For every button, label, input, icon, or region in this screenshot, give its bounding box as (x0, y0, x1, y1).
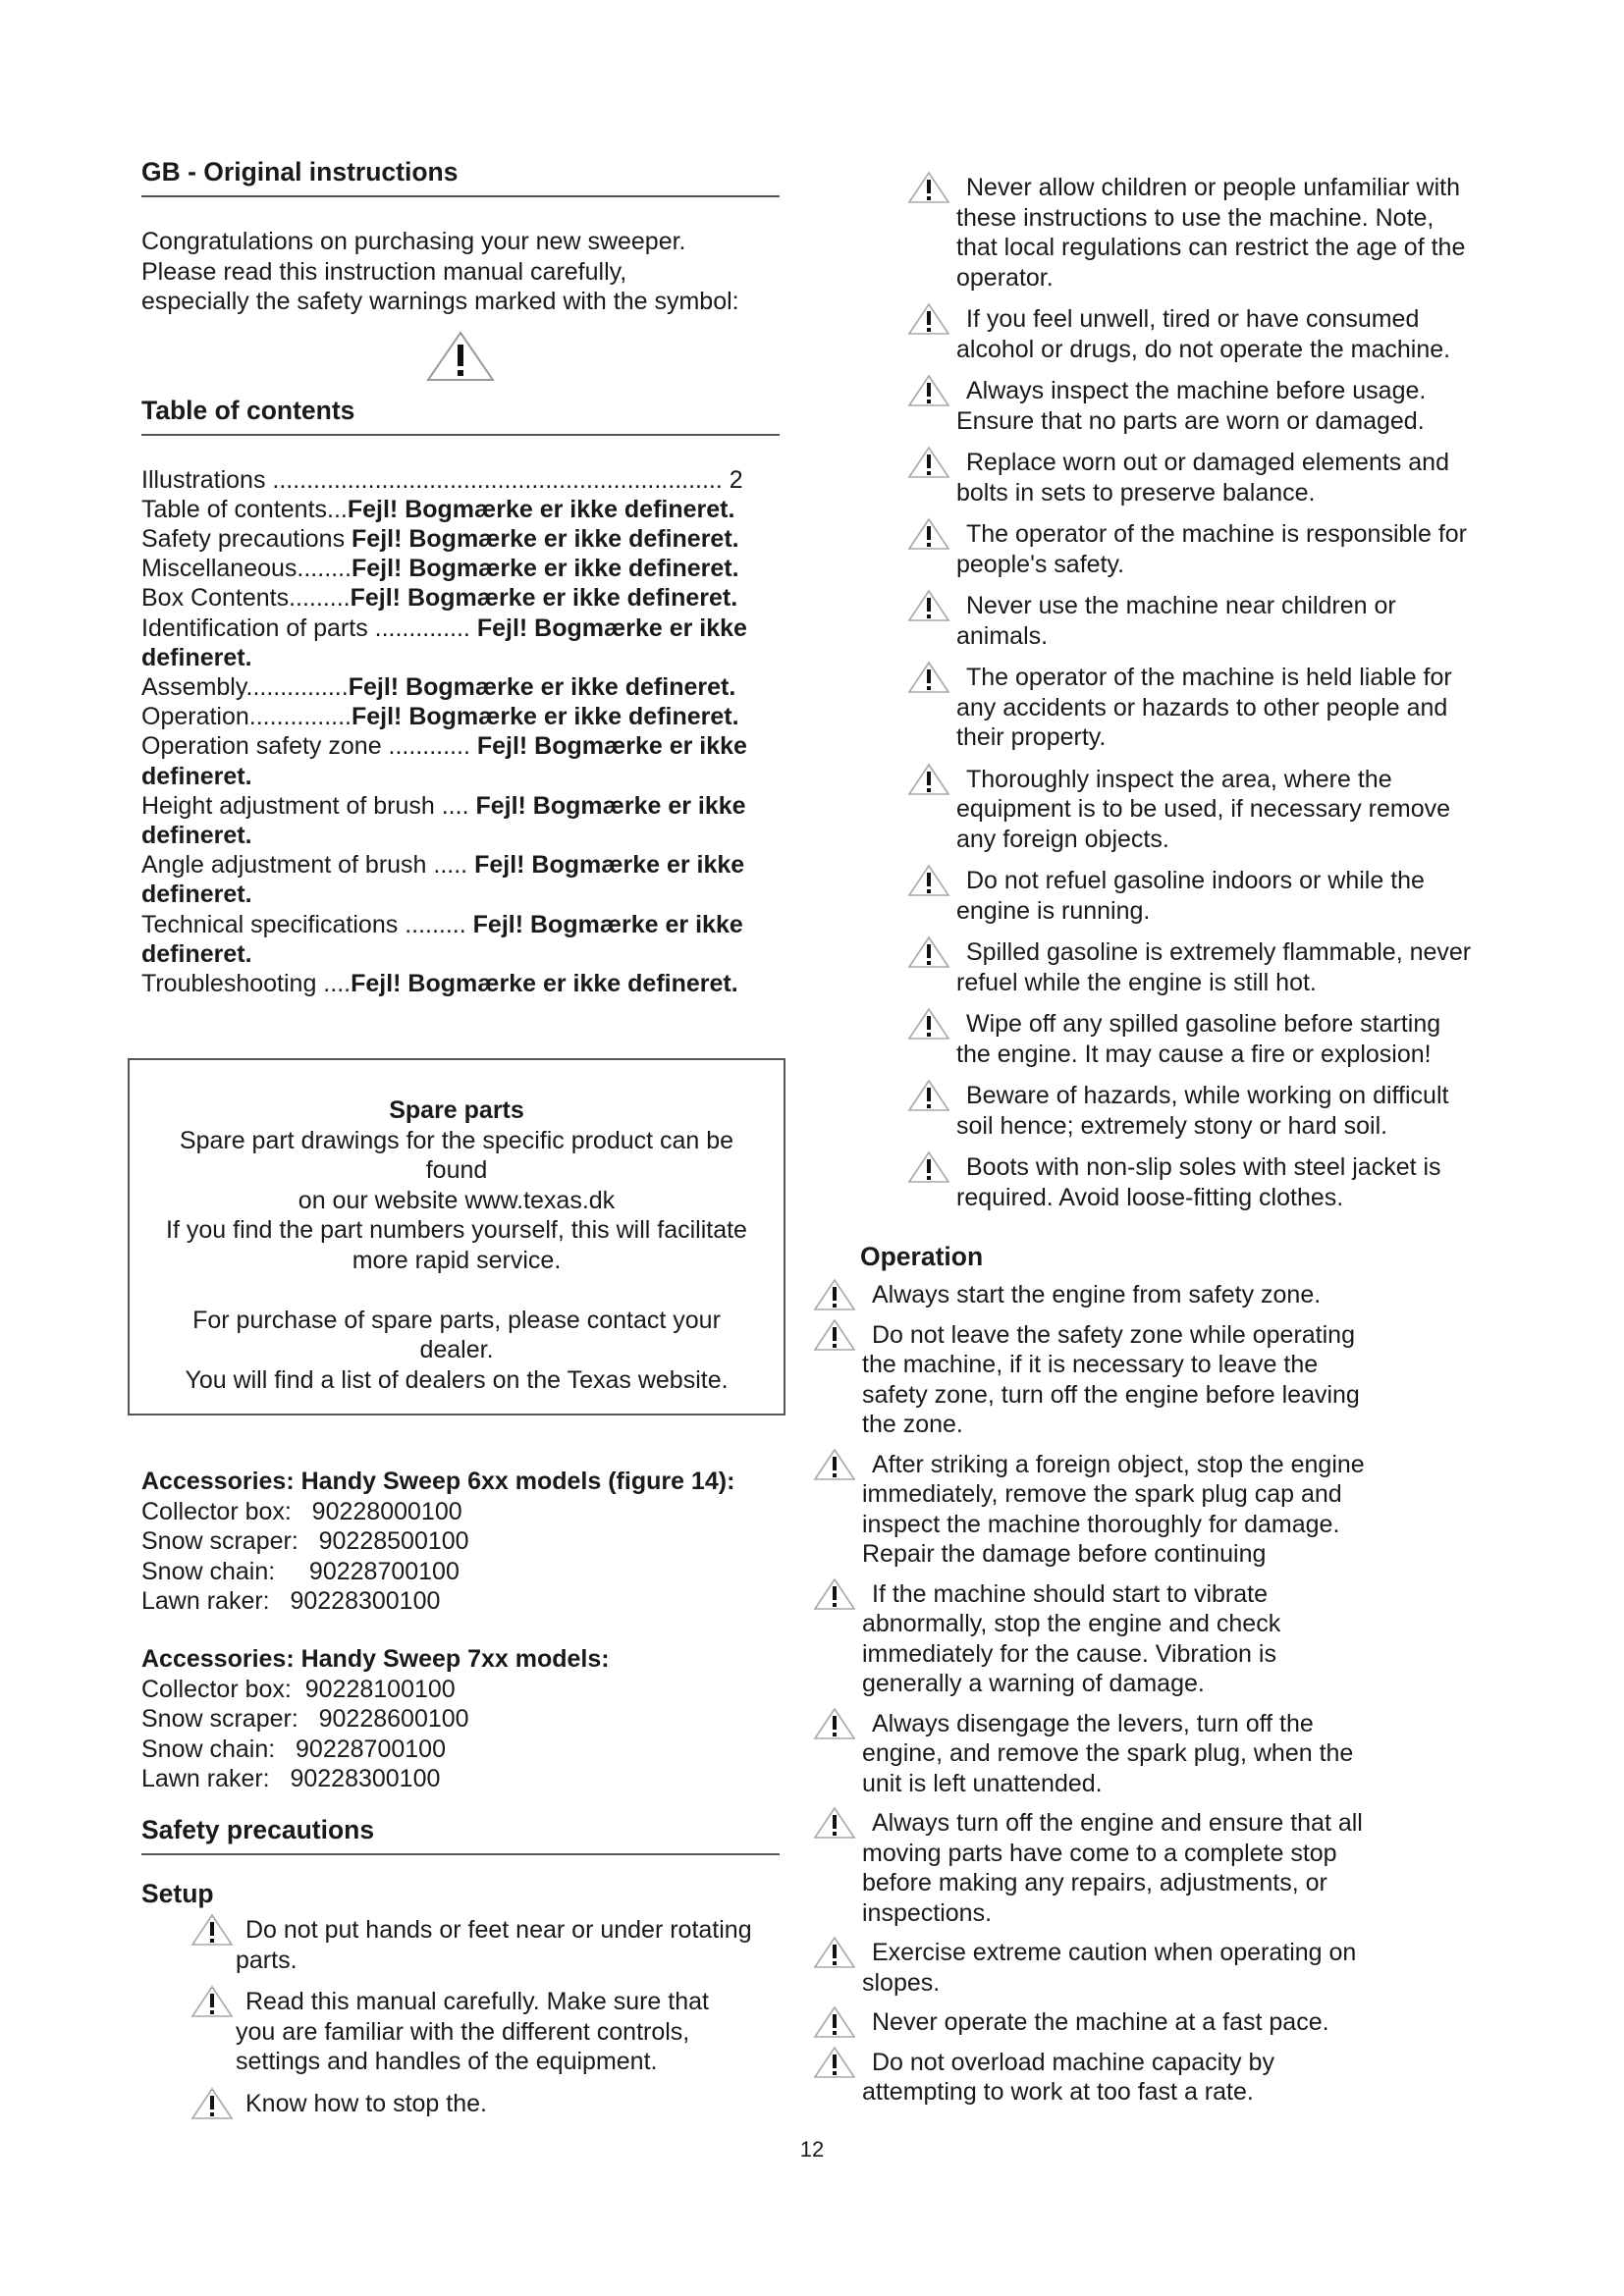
warning-line: Always turn off the engine and ensure that all (872, 1809, 1363, 1837)
toc-entry-label: Illustrations .................................................................. 2 (141, 465, 743, 494)
toc-entry-error: Fejl! Bogmærke er ikke (472, 910, 743, 938)
warning-line: engine is running. (956, 896, 1151, 925)
warning-triangle-icon (813, 2005, 856, 2039)
warning-line: the engine. It may cause a fire or explosion! (956, 1040, 1432, 1068)
warning-item (862, 591, 1510, 651)
toc-entry-error: Fejl! Bogmærke er ikke (476, 614, 747, 642)
warning-line: Know how to stop the. (245, 2089, 487, 2117)
warning-triangle-icon (813, 1806, 856, 1840)
toc-entry-label: Operation............... (141, 703, 352, 731)
accessories-6xx-title: Accessories: Handy Sweep 6xx models (figure 14): (141, 1468, 735, 1495)
warning-line: Wipe off any spilled gasoline before starting (966, 1010, 1441, 1038)
warning-triangle-icon (813, 1448, 856, 1481)
toc-entry-error: Fejl! Bogmærke er ikke (476, 732, 747, 761)
warning-line: Always disengage the levers, turn off the (872, 1709, 1314, 1737)
warning-item (862, 937, 1510, 997)
warning-line: attempting to work at too fast a rate. (862, 2078, 1254, 2106)
warning-item (862, 376, 1510, 436)
warning-line: Always inspect the machine before usage. (966, 377, 1427, 404)
warning-item (862, 519, 1510, 579)
toc-line (141, 850, 780, 880)
warning-line: If the machine should start to vibrate (872, 1579, 1268, 1608)
warning-triangle-icon (813, 1278, 856, 1311)
setup-heading: Setup (141, 1879, 214, 1908)
warning-line: Boots with non-slip soles with steel jacket is (966, 1153, 1441, 1181)
warning-item (862, 304, 1510, 364)
warning-item (236, 1987, 844, 2077)
toc-entry-error: Fejl! Bogmærke er ikke defineret. (352, 524, 739, 553)
warning-triangle-icon (907, 1007, 950, 1041)
warning-line: their property. (956, 723, 1107, 751)
accessories-7xx-list (141, 1675, 610, 1794)
warning-line: The operator of the machine is held liable for (966, 664, 1452, 691)
warning-line: Ensure that no parts are worn or damaged. (956, 406, 1425, 435)
spare-parts-line (130, 1275, 784, 1306)
warning-line: Exercise extreme caution when operating on (872, 1939, 1357, 1966)
toc-entry-error: defineret. (141, 939, 252, 968)
warning-line: Beware of hazards, while working on difficult (966, 1082, 1449, 1109)
warning-line: abnormally, stop the engine and check (862, 1610, 1281, 1637)
warning-line: any accidents or hazards to other people and (956, 693, 1448, 721)
toc-entry-error: Fejl! Bogmærke er ikke defineret. (351, 703, 739, 731)
accessories-7xx-title: Accessories: Handy Sweep 7xx models: (141, 1645, 610, 1673)
warning-triangle-icon (907, 935, 950, 969)
toc-line (141, 762, 780, 791)
warning-line: that local regulations can restrict the age of the (956, 234, 1466, 261)
toc-entry-label: Operation safety zone ............ (141, 732, 477, 761)
warning-line: engine, and remove the spark plug, when the (862, 1739, 1354, 1767)
toc-line (141, 554, 780, 583)
toc-entry-label: Miscellaneous........ (141, 555, 352, 583)
accessories-6xx (141, 1467, 734, 1617)
toc-line (141, 702, 780, 731)
warning-line: Spilled gasoline is extremely flammable, never (966, 938, 1472, 966)
spare-parts-title: Spare parts (389, 1096, 524, 1124)
toc-entry-error: Fejl! Bogmærke er ikke defineret. (351, 969, 738, 997)
warning-line: inspect the machine thoroughly for damage. (862, 1510, 1340, 1538)
left-column (141, 157, 780, 998)
warning-line: Do not refuel gasoline indoors or while the (966, 867, 1425, 894)
safety-warnings-list (768, 173, 1510, 1212)
warning-line: the machine, if it is necessary to leave the (862, 1351, 1319, 1378)
accessory-item: Collector box: 90228000100 (141, 1497, 462, 1525)
warning-line: Never allow children or people unfamiliar with (966, 174, 1461, 201)
warning-line: After striking a foreign object, stop the engine (872, 1450, 1365, 1478)
intro-line: Congratulations on purchasing your new sweeper. (141, 228, 686, 255)
warning-triangle-icon (813, 1707, 856, 1740)
warning-item (768, 1450, 1510, 1570)
accessory-item: Collector box: 90228100100 (141, 1675, 456, 1703)
warning-item (768, 1320, 1510, 1440)
warning-line: required. Avoid loose-fitting clothes. (956, 1183, 1344, 1211)
safety-heading: Safety precautions (141, 1815, 780, 1855)
warning-triangle-icon (907, 864, 950, 897)
warning-line: soil hence; extremely stony or hard soil. (956, 1111, 1388, 1140)
warning-line: Do not overload machine capacity by (872, 2048, 1274, 2076)
toc-line (141, 672, 780, 702)
warning-line: settings and handles of the equipment. (236, 2048, 658, 2075)
warning-triangle-icon (813, 1936, 856, 1969)
warning-triangle-icon (907, 1079, 950, 1112)
warning-item (862, 1009, 1510, 1069)
warning-line: Read this manual carefully. Make sure that (245, 1988, 709, 2015)
toc-entry-label: Box Contents......... (141, 584, 351, 613)
warning-item (236, 1915, 844, 1975)
accessory-item: Snow scraper: 90228500100 (141, 1527, 469, 1555)
warning-triangle-icon (190, 2087, 234, 2120)
accessory-item: Snow chain: 90228700100 (141, 1735, 446, 1763)
warning-line: Repair the damage before continuing (862, 1540, 1267, 1568)
warning-line: safety zone, turn off the engine before leaving (862, 1380, 1360, 1409)
accessory-item: Snow scraper: 90228600100 (141, 1705, 469, 1733)
toc-entry-label: Angle adjustment of brush ..... (141, 851, 475, 880)
warning-triangle-icon (907, 374, 950, 407)
toc-line (141, 731, 780, 761)
table-of-contents (141, 465, 780, 999)
warning-item (862, 1081, 1510, 1141)
warning-item (768, 2007, 1510, 2038)
warning-line: immediately for the cause. Vibration is (862, 1639, 1276, 1668)
warning-triangle-icon (907, 589, 950, 622)
toc-entry-error: defineret. (141, 881, 252, 909)
warning-triangle-icon (190, 1985, 234, 2018)
toc-line (141, 643, 780, 672)
toc-line (141, 821, 780, 850)
toc-line (141, 465, 780, 495)
warning-line: Never operate the machine at a fast pace. (872, 2008, 1329, 2036)
setup-list (236, 1915, 844, 2118)
toc-entry-label: Height adjustment of brush .... (141, 791, 476, 820)
warning-triangle-icon (907, 763, 950, 796)
warning-triangle-icon (907, 1150, 950, 1184)
warning-item (768, 2048, 1510, 2108)
warning-item (862, 1152, 1510, 1212)
toc-entry-error: Fejl! Bogmærke er ikke defineret. (350, 584, 738, 613)
spare-parts-line: more rapid service. (352, 1246, 562, 1274)
toc-entry-error: Fejl! Bogmærke er ikke (474, 851, 745, 880)
intro-text (141, 227, 780, 317)
warning-line: the zone. (862, 1411, 963, 1438)
gb-heading: GB - Original instructions (141, 157, 780, 197)
spare-parts-line: You will find a list of dealers on the Texas website. (185, 1365, 729, 1394)
warning-line: any foreign objects. (956, 825, 1169, 853)
warning-line: people's safety. (956, 550, 1125, 578)
warning-item (768, 1709, 1510, 1799)
toc-line (141, 614, 780, 643)
warning-item (768, 1808, 1510, 1928)
warning-item (862, 448, 1510, 507)
warning-line: slopes. (862, 1968, 941, 1997)
toc-entry-error: Fejl! Bogmærke er ikke (475, 791, 746, 820)
warning-triangle-icon (813, 1318, 856, 1352)
warning-item (768, 1938, 1510, 1998)
toc-entry-error: defineret. (141, 762, 252, 790)
warning-triangle-icon (813, 2046, 856, 2079)
accessory-item: Lawn raker: 90228300100 (141, 1587, 441, 1615)
toc-entry-label: Assembly............... (141, 672, 349, 701)
warning-line: Thoroughly inspect the area, where the (966, 765, 1392, 793)
warning-symbol-icon (426, 331, 495, 382)
warning-line: alcohol or drugs, do not operate the machine. (956, 335, 1451, 363)
warning-triangle-icon (907, 661, 950, 694)
warning-item (768, 1579, 1510, 1699)
warning-line: immediately, remove the spark plug cap and (862, 1480, 1342, 1508)
operation-heading: Operation (860, 1242, 984, 1271)
warning-line: Replace worn out or damaged elements and (966, 449, 1449, 476)
toc-entry-label: Troubleshooting .... (141, 969, 352, 997)
warning-line: equipment is to be used, if necessary remove (956, 795, 1451, 823)
toc-entry-error: Fejl! Bogmærke er ikke defineret. (351, 555, 739, 583)
accessories-6xx-list (141, 1497, 734, 1617)
warning-line: unit is left unattended. (862, 1769, 1103, 1797)
warning-line: before making any repairs, adjustments, or (862, 1869, 1327, 1896)
warning-line: generally a warning of damage. (862, 1670, 1205, 1697)
safety-section (141, 1815, 780, 2130)
warning-triangle-icon (813, 1577, 856, 1611)
page-number: 12 (799, 2137, 825, 2162)
toc-line (141, 910, 780, 939)
spare-parts-line: found (425, 1156, 488, 1184)
warning-line: Never use the machine near children or (966, 592, 1396, 619)
spare-parts-line: dealer. (419, 1336, 494, 1363)
spare-parts-box (128, 1058, 785, 1415)
toc-entry-label: Technical specifications ......... (141, 910, 473, 938)
spare-parts-line: on our website www.texas.dk (298, 1186, 616, 1214)
spare-parts-line: For purchase of spare parts, please contact your (192, 1306, 721, 1334)
warning-item (236, 2089, 844, 2119)
warning-line: inspections. (862, 1898, 993, 1927)
warning-triangle-icon (907, 302, 950, 336)
warning-line: these instructions to use the machine. Note, (956, 203, 1435, 232)
warning-triangle-icon (190, 1913, 234, 1947)
warning-line: moving parts have come to a complete stop (862, 1839, 1337, 1867)
toc-heading: Table of contents (141, 396, 780, 436)
toc-entry-label: Safety precautions (141, 524, 352, 553)
accessory-item: Lawn raker: 90228300100 (141, 1765, 441, 1792)
intro-line: especially the safety warnings marked with the symbol: (141, 288, 739, 315)
warning-item (862, 173, 1510, 293)
spare-parts-line: Spare part drawings for the specific product can be (179, 1126, 734, 1154)
warning-line: The operator of the machine is responsible for (966, 520, 1467, 548)
warning-line: operator. (956, 263, 1054, 292)
operation-warnings-list (768, 1280, 1510, 2108)
toc-line (141, 495, 780, 524)
warning-line: Always start the engine from safety zone. (872, 1281, 1322, 1308)
warning-line: If you feel unwell, tired or have consumed (966, 305, 1420, 333)
toc-entry-label: Table of contents... (141, 495, 348, 523)
toc-line (141, 524, 780, 554)
toc-line (141, 583, 780, 613)
warning-item (768, 1280, 1510, 1310)
accessory-item: Snow chain: 90228700100 (141, 1557, 460, 1585)
toc-line (141, 939, 780, 969)
warning-line: animals. (956, 621, 1049, 650)
toc-entry-error: Fejl! Bogmærke er ikke defineret. (348, 672, 736, 701)
warning-triangle-icon (907, 171, 950, 204)
toc-line (141, 880, 780, 909)
toc-entry-label: Identification of parts .............. (141, 614, 477, 642)
warning-item (862, 765, 1510, 855)
warning-line: parts. (236, 1946, 298, 1974)
toc-entry-error: Fejl! Bogmærke er ikke defineret. (347, 495, 735, 523)
intro-line: Please read this instruction manual carefully, (141, 257, 627, 286)
spare-parts-text (130, 1126, 784, 1396)
warning-item (862, 866, 1510, 926)
warning-item (862, 663, 1510, 753)
warning-line: refuel while the engine is still hot. (956, 968, 1317, 996)
warning-triangle-icon (907, 517, 950, 551)
warning-line: Do not put hands or feet near or under rotating (245, 1916, 752, 1944)
warning-line: bolts in sets to preserve balance. (956, 478, 1316, 507)
toc-line (141, 969, 780, 998)
toc-entry-error: defineret. (141, 643, 252, 671)
right-column (862, 173, 1510, 2117)
warning-line: Do not leave the safety zone while operating (872, 1320, 1355, 1349)
toc-entry-error: defineret. (141, 821, 252, 849)
warning-line: you are familiar with the different controls, (236, 2017, 690, 2046)
accessories-7xx (141, 1644, 610, 1794)
warning-triangle-icon (907, 446, 950, 479)
toc-line (141, 791, 780, 821)
spare-parts-line: If you find the part numbers yourself, this will facilitate (166, 1216, 747, 1244)
